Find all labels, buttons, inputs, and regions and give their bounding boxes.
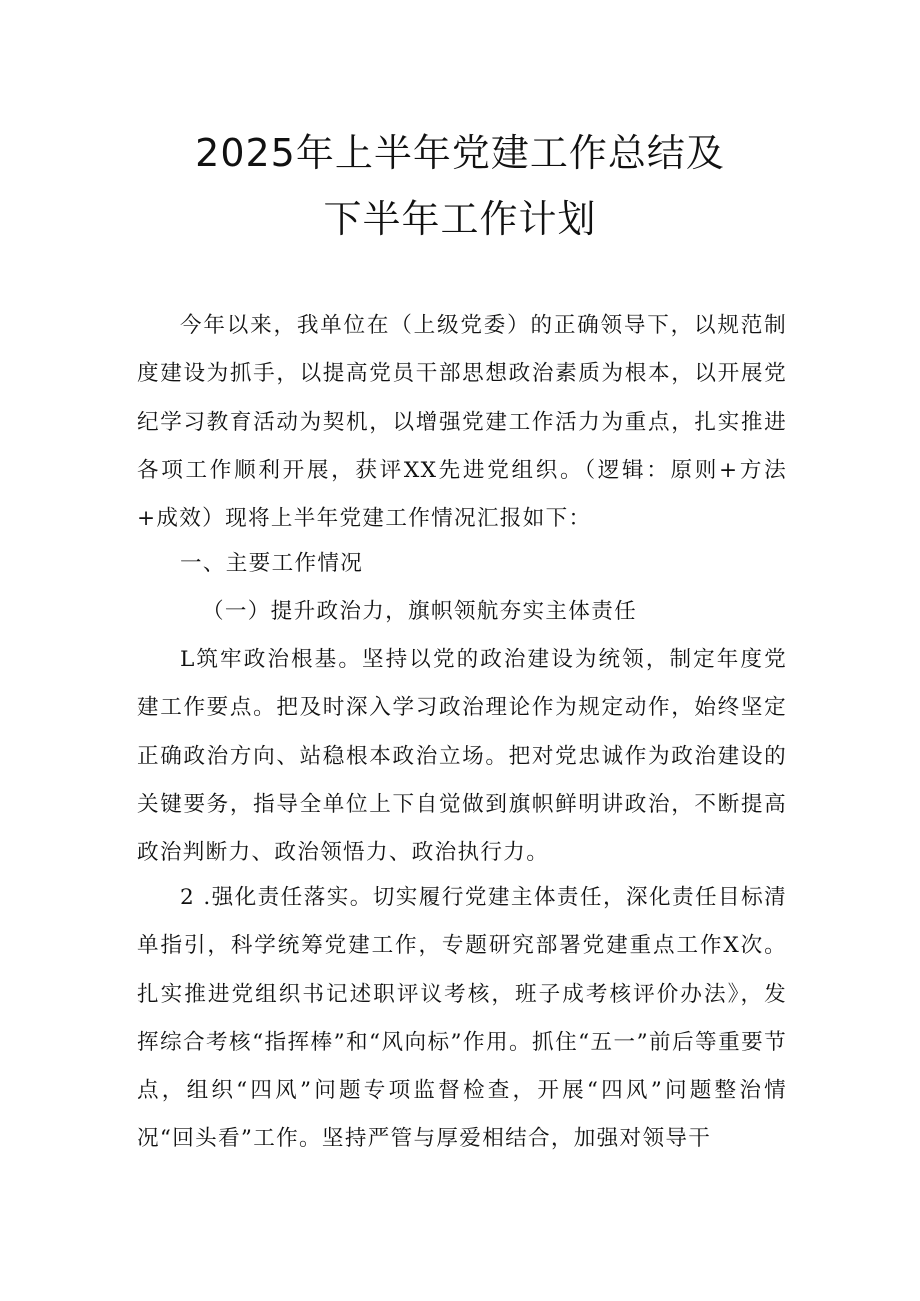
document-title-line-1: 2025年上半年党建工作总结及 [195,131,725,175]
paragraph-responsibility: 2 .强化责任落实。切实履行党建主体责任，深化责任目标清单指引，科学统筹党建工作，专题研究部署党建重点工作X次。扎实推进党组织书记述职评议考核，班子成考核评价办法》，发挥综合考核“指挥棒”和“风向标”作用。抓住“五一”前后等重要节点，组织“四风”问题专项监督检查，开展“四风”问题整治情况“回头看”工作。坚持严管与厚爱相结合，加强对领导干 [137,885,787,1152]
intro-paragraph: 今年以来，我单位在（上级党委）的正确领导下，以规范制度建设为抓手，以提高党员干部思想政治素质为根本，以开展党纪学习教育活动为契机，以增强党建工作活力为重点，扎实推进各项工作顺利开展，获评XX先进党组织。（逻辑：原则+方法+成效）现将上半年党建工作情况汇报如下： [137,313,787,532]
section-heading: 一、主要工作情况 [180,551,364,576]
subsection-heading: （一）提升政治力，旗帜领航夯实主体责任 [202,599,637,624]
document-title-line-2: 下半年工作计划 [323,197,597,241]
paragraph-political-foundation: L筑牢政治根基。坚持以党的政治建设为统领，制定年度党建工作要点。把及时深入学习政治理论作为规定动作，始终坚定正确政治方向、站稳根本政治立场。把对党忠诚作为政治建设的关键要务，指导全单位上下自觉做到旗帜鲜明讲政治，不断提高政治判断力、政治领悟力、政治执行力。 [137,647,787,866]
